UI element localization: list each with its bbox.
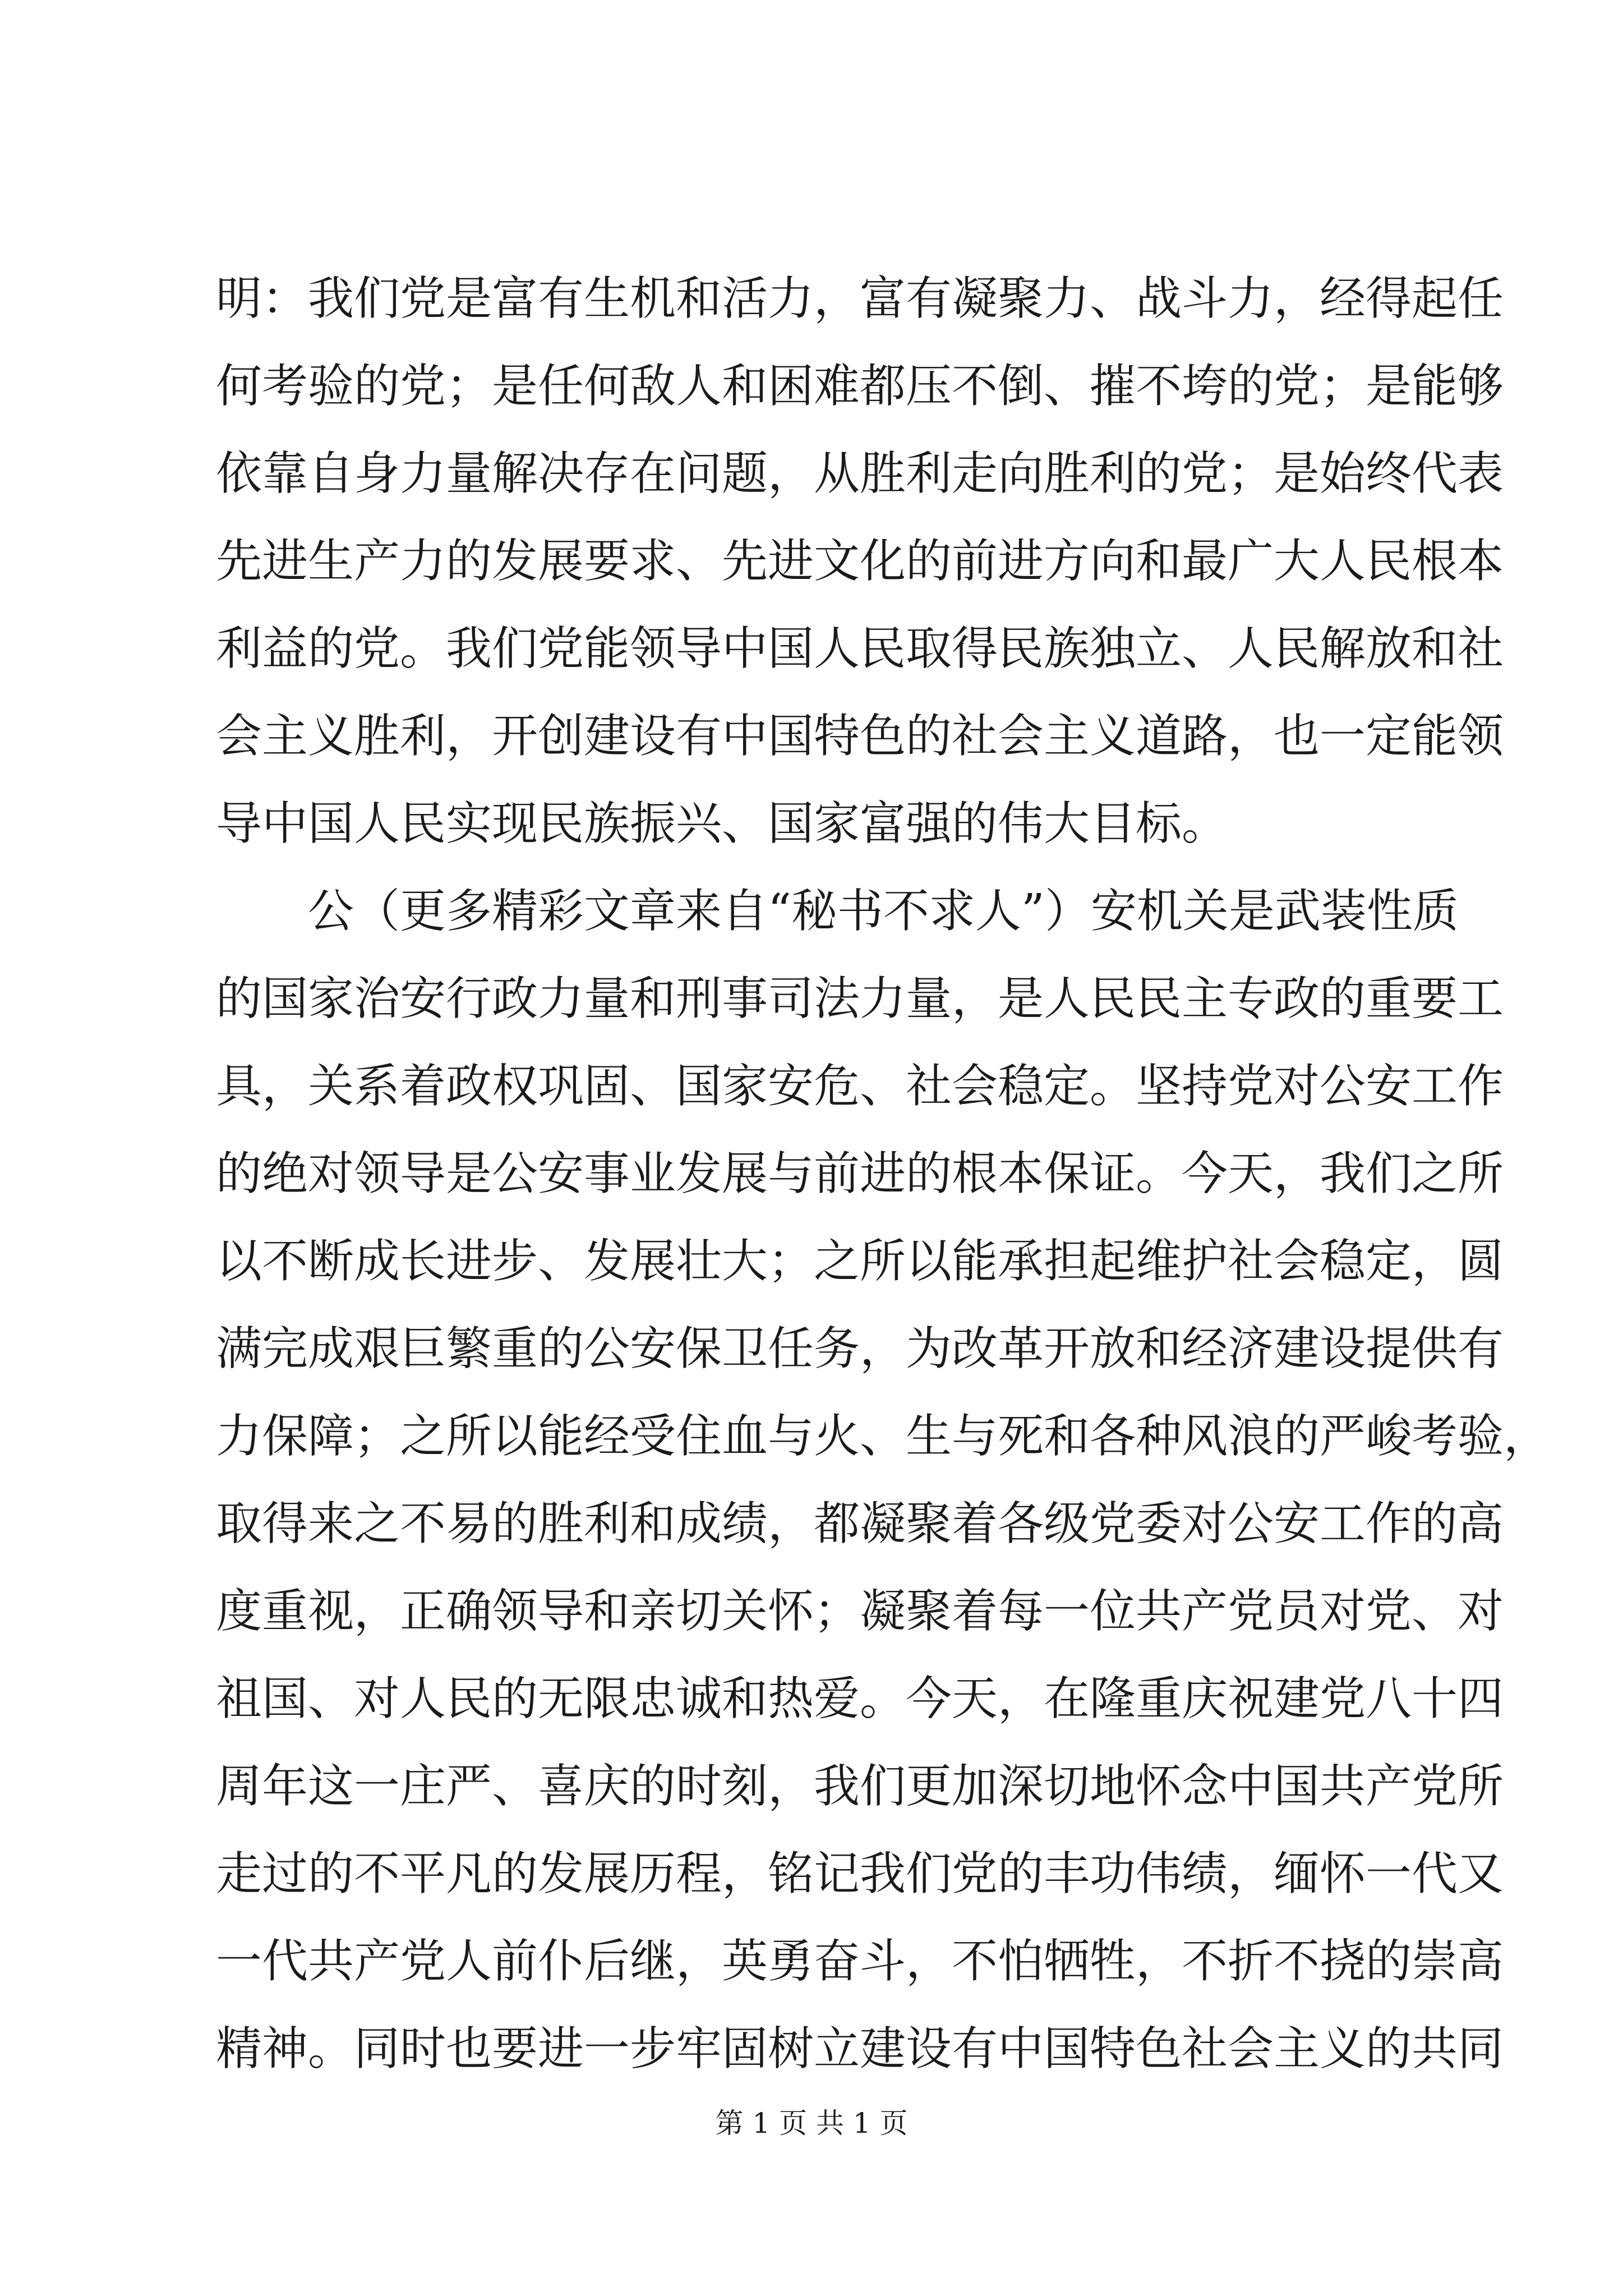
- text-line: 取得来之不易的胜利和成绩，都凝聚着各级党委对公安工作的高: [216, 1497, 1504, 1550]
- text-line: 精神。同时也要进一步牢固树立建设有中国特色社会主义的共同: [216, 2022, 1504, 2076]
- page-number-label: 第 1 页 共 1 页: [715, 2107, 908, 2139]
- text-line: 周年这一庄严、喜庆的时刻，我们更加深切地怀念中国共产党所: [216, 1760, 1504, 1813]
- paragraph-1: [216, 255, 1504, 868]
- text-line: 何考验的党；是任何敌人和困难都压不倒、摧不垮的党；是能够: [216, 360, 1504, 413]
- text-line: 会主义胜利，开创建设有中国特色的社会主义道路，也一定能领: [216, 710, 1504, 763]
- text-line: 满完成艰巨繁重的公安保卫任务，为改革开放和经济建设提供有: [216, 1322, 1504, 1375]
- text-line: 度重视，正确领导和亲切关怀；凝聚着每一位共产党员对党、对: [216, 1585, 1504, 1638]
- text-line: 一代共产党人前仆后继，英勇奋斗，不怕牺牲，不折不挠的崇高: [216, 1935, 1504, 1988]
- text-line: 先进生产力的发展要求、先进文化的前进方向和最广大人民根本: [216, 535, 1504, 588]
- text-line: 利益的党。我们党能领导中国人民取得民族独立、人民解放和社: [216, 622, 1504, 675]
- text-line: 走过的不平凡的发展历程，铭记我们党的丰功伟绩，缅怀一代又: [216, 1847, 1504, 1901]
- text-line: 导中国人民实现民族振兴、国家富强的伟大目标。: [216, 797, 1228, 850]
- text-line: 力保障；之所以能经受住血与火、生与死和各种风浪的严峻考验，: [216, 1410, 1550, 1463]
- text-line: 的绝对领导是公安事业发展与前进的根本保证。今天，我们之所: [216, 1147, 1504, 1200]
- text-line: 依靠自身力量解决存在问题，从胜利走向胜利的党；是始终代表: [216, 447, 1504, 500]
- text-line: 具，关系着政权巩固、国家安危、社会稳定。坚持党对公安工作: [216, 1060, 1504, 1113]
- paragraph-2: [216, 868, 1550, 2093]
- page-footer: [0, 2101, 1623, 2141]
- text-line: 明：我们党是富有生机和活力，富有凝聚力、战斗力，经得起任: [216, 272, 1504, 325]
- text-line: 以不断成长进步、发展壮大；之所以能承担起维护社会稳定，圆: [216, 1235, 1504, 1288]
- text-line: 的国家治安行政力量和刑事司法力量，是人民民主专政的重要工: [216, 972, 1504, 1025]
- body-text: [216, 255, 1550, 2093]
- text-line: 公（更多精彩文章来自“秘书不求人”）安机关是武装性质: [216, 885, 1459, 938]
- text-line: 祖国、对人民的无限忠诚和热爱。今天，在隆重庆祝建党八十四: [216, 1672, 1504, 1726]
